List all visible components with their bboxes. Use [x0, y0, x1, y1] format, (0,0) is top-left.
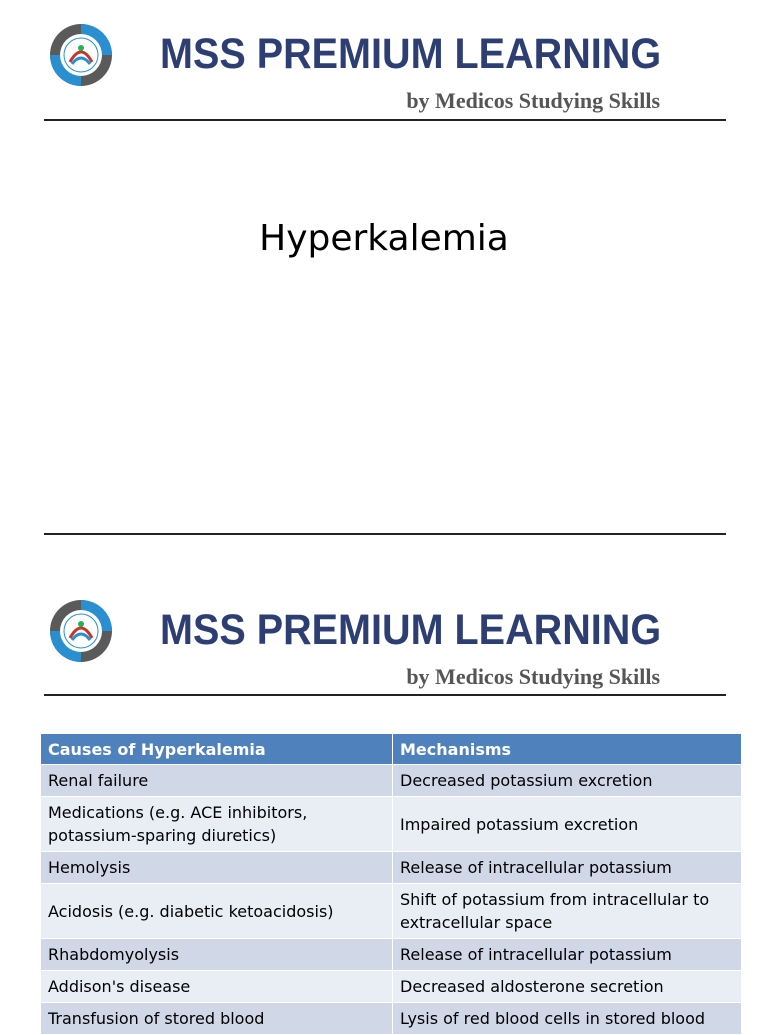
brand-title: MSS PREMIUM LEARNING	[160, 30, 662, 78]
cause-cell: Transfusion of stored blood	[41, 1003, 393, 1035]
mss-logo-icon	[48, 12, 114, 98]
table-row	[41, 765, 742, 797]
brand-title: MSS PREMIUM LEARNING	[160, 606, 662, 654]
mechanism-cell: Decreased potassium excretion	[393, 765, 742, 797]
table-header-row	[41, 734, 742, 765]
table-row	[41, 939, 742, 971]
cause-cell: Hemolysis	[41, 852, 393, 884]
mechanism-cell: Release of intracellular potassium	[393, 852, 742, 884]
mechanism-cell: Release of intracellular potassium	[393, 939, 742, 971]
table-row	[41, 1003, 742, 1035]
footer-divider	[44, 533, 726, 535]
mss-logo-icon	[48, 588, 114, 674]
slide-title: Hyperkalemia	[259, 218, 509, 259]
cause-cell: Renal failure	[41, 765, 393, 797]
table-row	[41, 852, 742, 884]
cause-cell: Acidosis (e.g. diabetic ketoacidosis)	[41, 884, 393, 939]
mechanism-cell: Impaired potassium excretion	[393, 797, 742, 852]
brand-subtitle: by Medicos Studying Skills	[406, 88, 660, 113]
mechanism-cell: Lysis of red blood cells in stored blood	[393, 1003, 742, 1035]
brand-subtitle: by Medicos Studying Skills	[406, 664, 660, 689]
column-header: Causes of Hyperkalemia	[41, 734, 393, 765]
mechanism-cell: Shift of potassium from intracellular to extracellular space	[393, 884, 742, 939]
table-slide	[0, 576, 768, 1028]
cause-cell: Rhabdomyolysis	[41, 939, 393, 971]
table-row	[41, 884, 742, 939]
table-row	[41, 971, 742, 1003]
cause-cell: Medications (e.g. ACE inhibitors, potassium-sparing diuretics)	[41, 797, 393, 852]
header-divider	[44, 119, 726, 121]
table-row	[41, 797, 742, 852]
header-divider	[44, 694, 726, 696]
column-header: Mechanisms	[393, 734, 742, 765]
hyperkalemia-table	[40, 733, 742, 1035]
cause-cell: Addison's disease	[41, 971, 393, 1003]
mechanism-cell: Decreased aldosterone secretion	[393, 971, 742, 1003]
